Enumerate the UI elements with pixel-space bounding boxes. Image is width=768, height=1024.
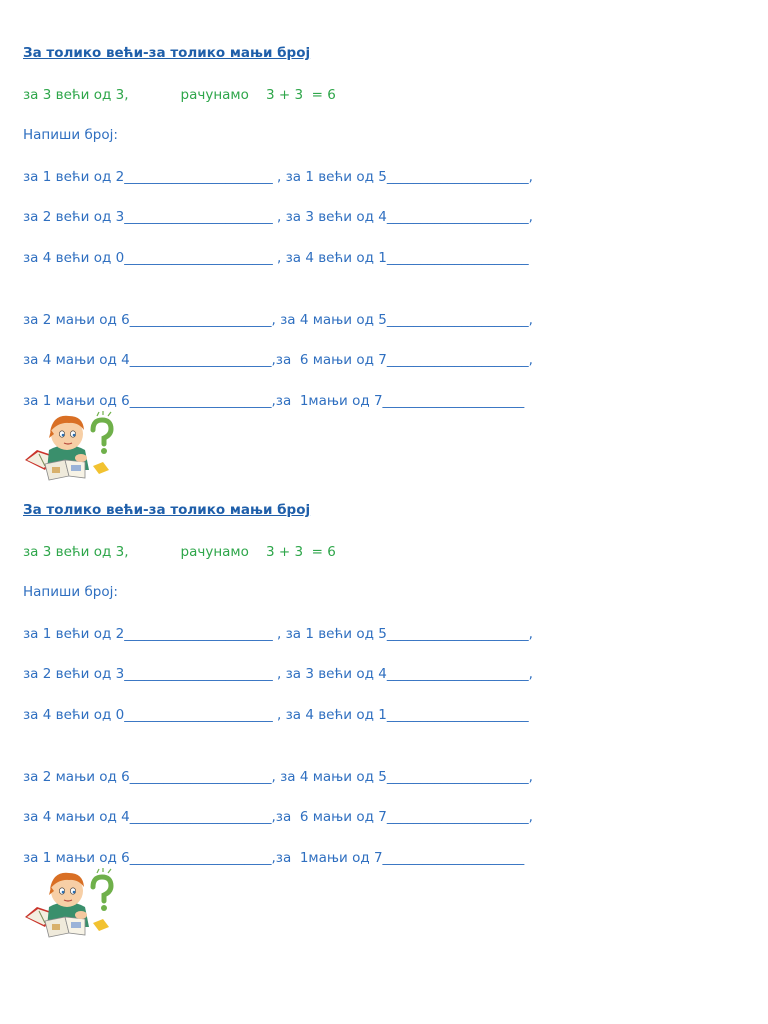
exercise-row: за 1 мањи од 6_____________________,за 1мањи од 7_____________________ (23, 850, 525, 866)
exercise-row: за 4 већи од 0______________________ , за 4 већи од 1_____________________ (23, 250, 529, 266)
example-line (23, 543, 336, 561)
exercise-row: за 1 већи од 2______________________ , за 1 већи од 5_____________________, (23, 169, 533, 185)
exercise-row: за 2 мањи од 6_____________________, за 4 мањи од 5_____________________, (23, 769, 533, 785)
instruction-prompt: Напиши број: (23, 127, 118, 143)
exercise-row: за 2 већи од 3______________________ , за 3 већи од 4_____________________, (23, 209, 533, 225)
boy-with-books-icon (23, 410, 115, 486)
exercise-row: за 4 већи од 0______________________ , за 4 већи од 1_____________________ (23, 707, 529, 723)
example-left: за 3 већи од 3, (23, 544, 129, 560)
exercise-row: за 4 мањи од 4_____________________,за 6 мањи од 7_____________________, (23, 352, 533, 368)
exercise-row: за 1 већи од 2______________________ , за 1 већи од 5_____________________, (23, 626, 533, 642)
example-right: рачунамо 3 + 3 = 6 (180, 544, 336, 560)
example-line (23, 86, 336, 104)
exercise-row: за 4 мањи од 4_____________________,за 6 мањи од 7_____________________, (23, 809, 533, 825)
exercise-row: за 1 мањи од 6_____________________,за 1мањи од 7_____________________ (23, 393, 525, 409)
worksheet-title: За толико већи-за толико мањи број (23, 45, 311, 61)
example-left: за 3 већи од 3, (23, 87, 129, 103)
exercise-row: за 2 већи од 3______________________ , за 3 већи од 4_____________________, (23, 666, 533, 682)
instruction-prompt: Напиши број: (23, 584, 118, 600)
boy-with-books-icon (23, 867, 115, 943)
example-right: рачунамо 3 + 3 = 6 (180, 87, 336, 103)
worksheet-title: За толико већи-за толико мањи број (23, 502, 311, 518)
exercise-row: за 2 мањи од 6_____________________, за 4 мањи од 5_____________________, (23, 312, 533, 328)
